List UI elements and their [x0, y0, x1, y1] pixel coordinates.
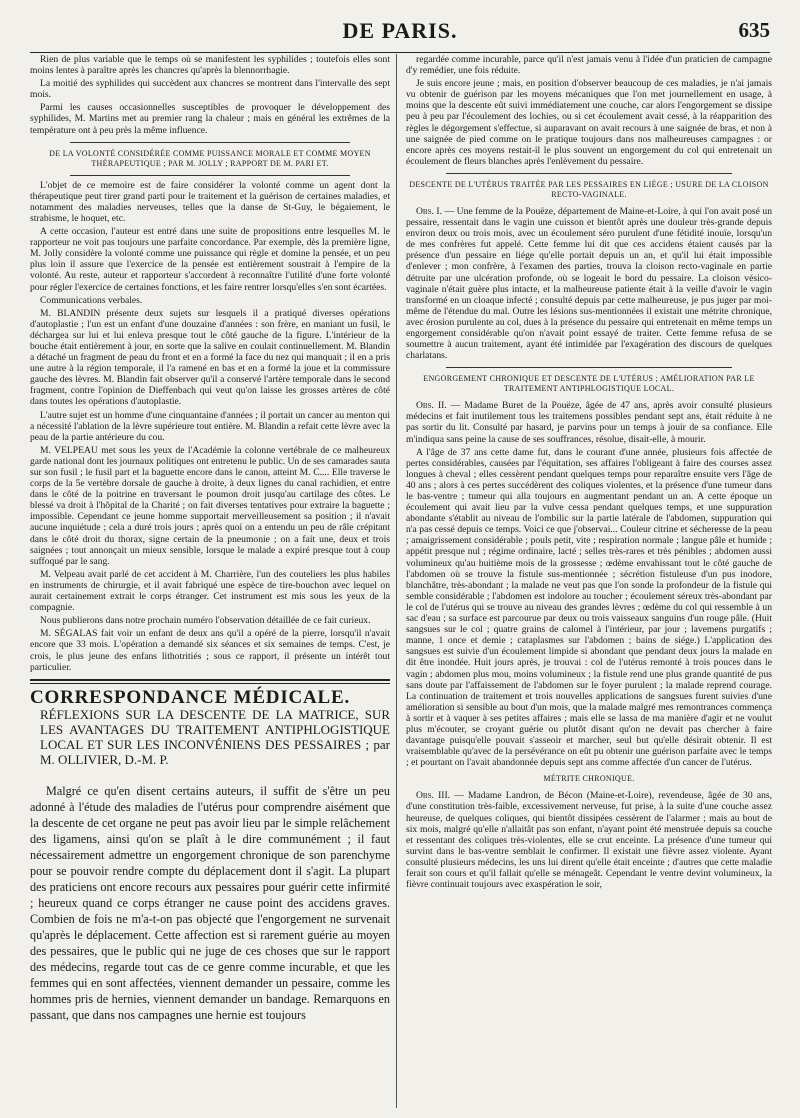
body-paragraph: M. SÉGALAS fait voir un enfant de deux ans qu'il a opéré de la pierre, lorsqu'il n'avait encore que 33 mois. L'opération a demandé six séances et six semaines de temps. C'est, je crois, le plus jeune des enfans lithotritiés ; sous ce rapport, il présente un intérêt tout particulier. — [30, 628, 390, 673]
thin-divider — [30, 683, 390, 684]
body-paragraph: L'objet de ce memoire est de faire considérer la volonté comme un agent dont la thérapeutique peut tirer grand parti pour le traitement et la guérison de certaines maladies, et notamment des maladies nerveuses, telles que la danse de St-Guy, le bégaiement, le strabisme, le hoquet, etc. — [30, 179, 390, 224]
right-column — [406, 54, 772, 1112]
body-paragraph: A l'âge de 37 ans cette dame fut, dans le courant d'une année, plusieurs fois affectée de pertes considérables, causées par l'équitation, ses affaires l'obligeant à faire des courses assez longues à cheval ; elles cessèrent pendant quelques temps pour reparaître ensuite vers l'âge de 40 ans ; alors à ces pertes succédèrent des coliques violentes, et la présence d'une tumeur dans le bas-ventre ; tumeur qui alla toujours en augmentant pendant un an. A cette époque un écoulement qui avait lieu par la vulve cessa pendant quelques temps, et une suppuration abondante s'établit au niveau de l'ombilic sur la partie latérale de l'abdomen, suppuration qui n'a pas cessé depuis ce temps. Voici ce que j'observai... Couleur citrine et sécheresse de la peau ; amaigrissement considérable ; pouls petit, vite ; respiration normale ; langue pâle et humide ; appétit presque nul ; régime ordinaire, lacté ; selles très-rares et très pénibles ; abdomen aussi volumineux qu'au huitième mois de la grossesse ; œdème envahissant tout le côté gauche de l'abdomen où se trouve la fistule sus-mentionnée ; sécrétion fistuleuse d'un pus inodore, blanchâtre, très-abondant ; la malade ne veut pas que l'on sonde la profondeur de la fistule qui semble considérable ; l'abdomen est indolore au toucher ; écoulement séreux très-abondant par le col de l'utérus qui se trouve au niveau des grandes lèvres ; œdème du col qui ressemble à un sac d'eau ; sa surface est parcourue par deux ou trois vaisseaux sanguins d'un rouge pâle. (Huit sangsues sur le col ; quatre grains de calomel à l'intérieur, par jour ; lavemens purgatifs ; manne, 1 once et demie ; cataplasmes sur l'abdomen ; bains de siége.) L'application des sangsues est suivie d'un écoulement limpide si abondant que pendant deux jours la malade en dit être inondée. Huit jours après, je trouvai : col de l'utérus remonté à trois pouces dans le vagin ; abdomen plus mou, moins volumineux ; la fistule rend une plus grande quantité de pus sans doute par l'affaissement de l'abdomen sur le foyer purulent ; la malade reprend courage. La continuation de traitement et trois nouvelles applications de sangsues furent suivies d'une amélioration si sensible au bout d'un mois, que la malade malgré mes remontrances commença à sortir et à vaquer à ses petites affaires ; mais elle se lassa de ma manière d'agir et ne voulut plus m'écouter, se croyant guérie ou plutôt disant qu'on ne devait pas chercher à faire davantage puisqu'elle pouvait s'asseoir et marcher, seul but qu'elle désirait obtenir. Il est vraisemblable qu'avec de la persévérance on eût pu obtenir une guérison parfaite avec le temps ; et pourtant on l'avait abandonnée depuis sept ans comme affectée d'un cancer de l'utérus. — [406, 446, 772, 769]
article-paragraph: Malgré ce qu'en disent certains auteurs, il suffit de s'être un peu adonné à l'étude des maladies de l'utérus pour comprendre aisément que la descente de cet organe ne peut pas avoir lieu par le simple relâchement des ligamens, ainsi qu'on se plaît à le dire communément ; il faut nécessairement admettre un engorgement chronique de son parenchyme pour se pouvoir rendre compte du déplacement dont il s'agit. La plupart des praticiens ont encore recours aux pessaires pour guérir cette infirmité ; heureux quand ce corps étranger ne cause point des accidens graves. Combien de fois ne m'a-t-on pas objecté que l'engorgement ne survenait qu'après le déplacement. Cette affection est si rarement guérie au moyen des pessaires, que le public qui ne juge de ces choses que sur le rapport des médecins, regarde tout cas de ce genre comme incurable, et que les femmes qui en sont affectées, viennent demander un pessaire, comme les hommes pris de hernies, viennent demander un bandage. Remarquons en passant, que dans nos campagnes une hernie est toujours — [30, 783, 390, 1022]
section-heading-engorgement: ENGORGEMENT CHRONIQUE ET DESCENTE DE L'UTÉRUS ; AMÉLIORATION PAR LE TRAITEMENT ANTIPHLOGISTIQUE LOCAL. — [423, 374, 755, 394]
observation-text: — Madame Landron, de Bécon (Maine-et-Loire), revendeuse, âgée de 30 ans, d'une constitution très-faible, excessivement nerveuse, fut prise, à la suite d'une couche assez heureuse, de quelques coliques, qui bientôt dissipées cessèrent de l'alarmer ; mais au bout de six mois, malgré qu'elle n'allaitât pas son enfant, n'ayant point été menstruée depuis sa couche et ressentant des coliques très-violentes, elle se crut enceinte. La présence d'une tumeur qui survint dans le bas-ventre semblait le confirmer. Il existait une fièvre assez violente. Ayant consulté plusieurs médecins, les uns lui dirent qu'elle était enceinte ; d'autres que cette maladie ferait son cours et qu'il fallait qu'elle se ménageât. Cependant le ventre devint volumineux, la fièvre continuait toujours avec exaspération le soir, — [406, 790, 772, 891]
body-paragraph: Je suis encore jeune ; mais, en position d'observer beaucoup de ces maladies, je n'ai jamais vu obtenir de guérison par les moyens mécaniques que l'on met journellement en usage, à moins que la descente eût suivi immédiatement une couche, car alors l'engorgement se dissipe peu à peu par l'écoulement des lochies, ou si cet écoulement avait cessé, à la réapparition des règles le dégorgement s'effectue, si auparavant on avait recours à une saignée de bras, et non à une saignée de pied comme on le pratique toujours dans nos malheureuses campagnes : or encore après ces moyens restait-il le plus souvent un engorgement du col qui entretenait un écoulement de fleurs blanches après l'enlèvement du pessaire. — [406, 78, 772, 167]
correspondance-title: CORRESPONDANCE MÉDICALE. — [30, 686, 351, 708]
body-paragraph: regardée comme incurable, parce qu'il n'est jamais venu à l'idée d'un praticien de campagne d'y remédier, une fois réduite. — [406, 54, 772, 77]
body-paragraph: M. VELPEAU met sous les yeux de l'Académie la colonne vertébrale de ce malheureux garde national dont les journaux politiques ont entretenu le public. Un de ses camarades sauta sur son fusil ; le fusil part et la baguette encore dans le canon, atteint M. C.... Elle traverse le corps de la 5e vertèbre dorsale de gauche à droite, à deux lignes du canal rachidien, et entre dans le côté de la poitrine en traversant le poumon droit jusqu'au cartilage des côtes. Le blessé va droit à l'hôpital de la Charité ; on fait diverses tentatives pour extraire la baguette ; impossible. Cependant ce jeune homme supportait merveilleusement sa position ; il n'avait aucune inquiétude ; cela a duré trois jours ; après quoi on a entendu un peu de râle crépitant dans le côté droit du thorax, signe certain de la pneumonie ; on a fait une, deux et trois saignées ; tout annonçait un mieux sensible, lorsque le malade a expiré presque tout à coup suffoqué par le sang. — [30, 444, 390, 567]
body-paragraph: M. Velpeau avait parlé de cet accident à M. Charrière, l'un des couteliers les plus habiles en instruments de chirurgie, et il avait fabriqué une espèce de tire-bouchon avec lequel on aurait certainement extrait le corps étranger. Cet instrument est mis sous les yeux de la compagnie. — [30, 568, 390, 614]
section-divider — [70, 175, 350, 176]
body-paragraph: Communications verbales. — [40, 294, 143, 306]
observation-label: Obs. III. — [416, 790, 451, 802]
body-paragraph: Nous publierons dans notre prochain numéro l'observation détaillée de ce fait curieux. — [40, 615, 371, 627]
section-heading-metrite: MÉTRITE CHRONIQUE. — [543, 774, 635, 784]
observation-2 — [406, 400, 772, 444]
observation-3 — [406, 790, 772, 890]
section-divider — [446, 367, 732, 368]
intro-paragraph: Rien de plus variable que le temps où se manifestent les syphilides ; toutefois elles sont moins lentes à paraître après les chancres qu'après la blennorrhagie. — [30, 54, 390, 77]
observation-text: — Madame Buret de la Pouëze, âgée de 47 ans, après avoir consulté plusieurs médecins et fait inutilement tous les traitemens possibles pendant sept ans, était réduite à ne pas sortir du lit. Consulté par hasard, je parvins pour un temps à jouir de sa confiance. Elle m'indiqua sans peine la cause de ses souffrances, résolue, disait-elle, à mourir. — [406, 400, 772, 445]
observation-text: — Une femme de la Pouëze, département de Maine-et-Loire, à qui l'on avait posé un pessaire, ressentait dans le vagin une cuisson et bientôt après une douleur très-grande depuis environ deux ou trois mois, avec un écoulement séro purulent d'une fétidité inouïe, lorsqu'un de mes confrères fut appelé. Cette femme lui dit que ces accidens étaient causés par la présence d'un pessaire en liége qu'elle portait depuis un an, et qu'il lui était impossible d'enlever ; mon confrère, à l'examen des parties, trouva la cloison recto-vaginale en partie détruite par une ulcération profonde, où se logeait le bord du pessaire. La cloison vésico-vaginale n'était guère plus intacte, et la malheureuse patiente était à la veille d'avoir le vagin transformé en un cloaque infecté ; consulté depuis par cette malheureuse, je pus juger par moi-même de l'étendue du mal. Outre les lésions sus-mentionnées il existait une métrite chronique, avec érosion purulente au col, dues à la présence du pessaire qui entretenait en même temps un engorgement considérable qu'on n'avait point essayé de traiter. Cette femme refusa de se soumettre à aucun traitement, ayant été intimidée par l'exagération des discours de quelques charlatans. — [406, 205, 772, 362]
body-paragraph: A cette occasion, l'auteur est entré dans une suite de propositions entre lesquelles M. le rapporteur ne voit pas toujours une parfaite concordance. Par exemple, dès la première ligne, M. Jolly considère la volonté comme une puissance qui règle et domine la pensée, et un peu plus loin il assure que l'exercice de la pensée est entièrement soustrait à l'empire de la volonté. Au reste, auteur et rapporteur s'accordent à reconnaître l'utilité d'une forte volonté pour régler l'exercice de certaines fonctions, et les faire rentrer lorsqu'elles s'en sont écartées. — [30, 226, 390, 293]
body-paragraph: M. BLANDIN présente deux sujets sur lesquels il a pratiqué diverses opérations d'autoplastie ; l'un est un enfant d'une douzaine d'années : son frère, en maniant un fusil, le déchargea sur lui et lui enleva presque tout le côté gauche de la figure. L'intérieur de la bouche était entièrement à jour, en sorte que la salive en coulait continuellement. M. Blandin a détaché un fragment de peau du front et en a formé la face du nez qui manquait ; il en a pris une autre à la région temporale, il l'a ramené en bas et en a formé la joue et la commissure gauche des lèvres. M. Blandin fait observer qu'il a conservé l'artère temporale dans le second fragment, contre l'opinion de Dieffenbach qui veut qu'on laisse les grosses artères de côté dans toutes les opérations d'autoplastie. — [30, 307, 390, 408]
page-number: 635 — [738, 18, 770, 42]
page-header — [30, 12, 770, 53]
section-divider — [70, 142, 350, 143]
thick-divider — [30, 679, 390, 681]
running-title: DE PARIS. — [342, 18, 458, 43]
observation-label: Obs. II. — [416, 400, 447, 412]
body-paragraph: L'autre sujet est un homme d'une cinquantaine d'années ; il portait un cancer au menton qui a nécessité l'ablation de la lèvre supérieure tout entière. M. Blandin a refait cette lèvre avec la peau de la partie antérieure du cou. — [30, 409, 390, 443]
intro-paragraph: Parmi les causes occasionnelles susceptibles de provoquer le développement des syphilides, M. Martins met au premier rang la chaleur ; mais en général les extrêmes de la température ont à peu près la même influence. — [30, 102, 390, 136]
section-heading-descente: DESCENTE DE L'UTÉRUS TRAITÉE PAR LES PESSAIRES EN LIÉGE ; USURE DE LA CLOISON RECTO-VAGINALE. — [409, 179, 769, 199]
observation-1 — [406, 206, 772, 361]
intro-paragraph: La moitié des syphilides qui succèdent aux chancres se montrent dans l'intervalle des sept mois. — [30, 78, 390, 101]
section-heading-volonte: DE LA VOLONTÉ CONSIDÉRÉE COMME PUISSANCE MORALE ET COMME MOYEN THÉRAPEUTIQUE ; PAR M. JOLLY ; RAPPORT DE M. PARI ET. — [49, 148, 371, 168]
column-divider — [396, 54, 397, 1108]
article-title: RÉFLEXIONS SUR LA DESCENTE DE LA MATRICE, SUR LES AVANTAGES DU TRAITEMENT ANTIPHLOGISTIQUE LOCAL ET SUR LES INCONVÉNIENS DES PESSAIRES ; par M. OLLIVIER, D.-M. P. — [40, 706, 390, 767]
observation-label: Obs. I. — [416, 205, 443, 217]
left-column — [30, 54, 390, 1112]
section-divider — [446, 173, 732, 174]
